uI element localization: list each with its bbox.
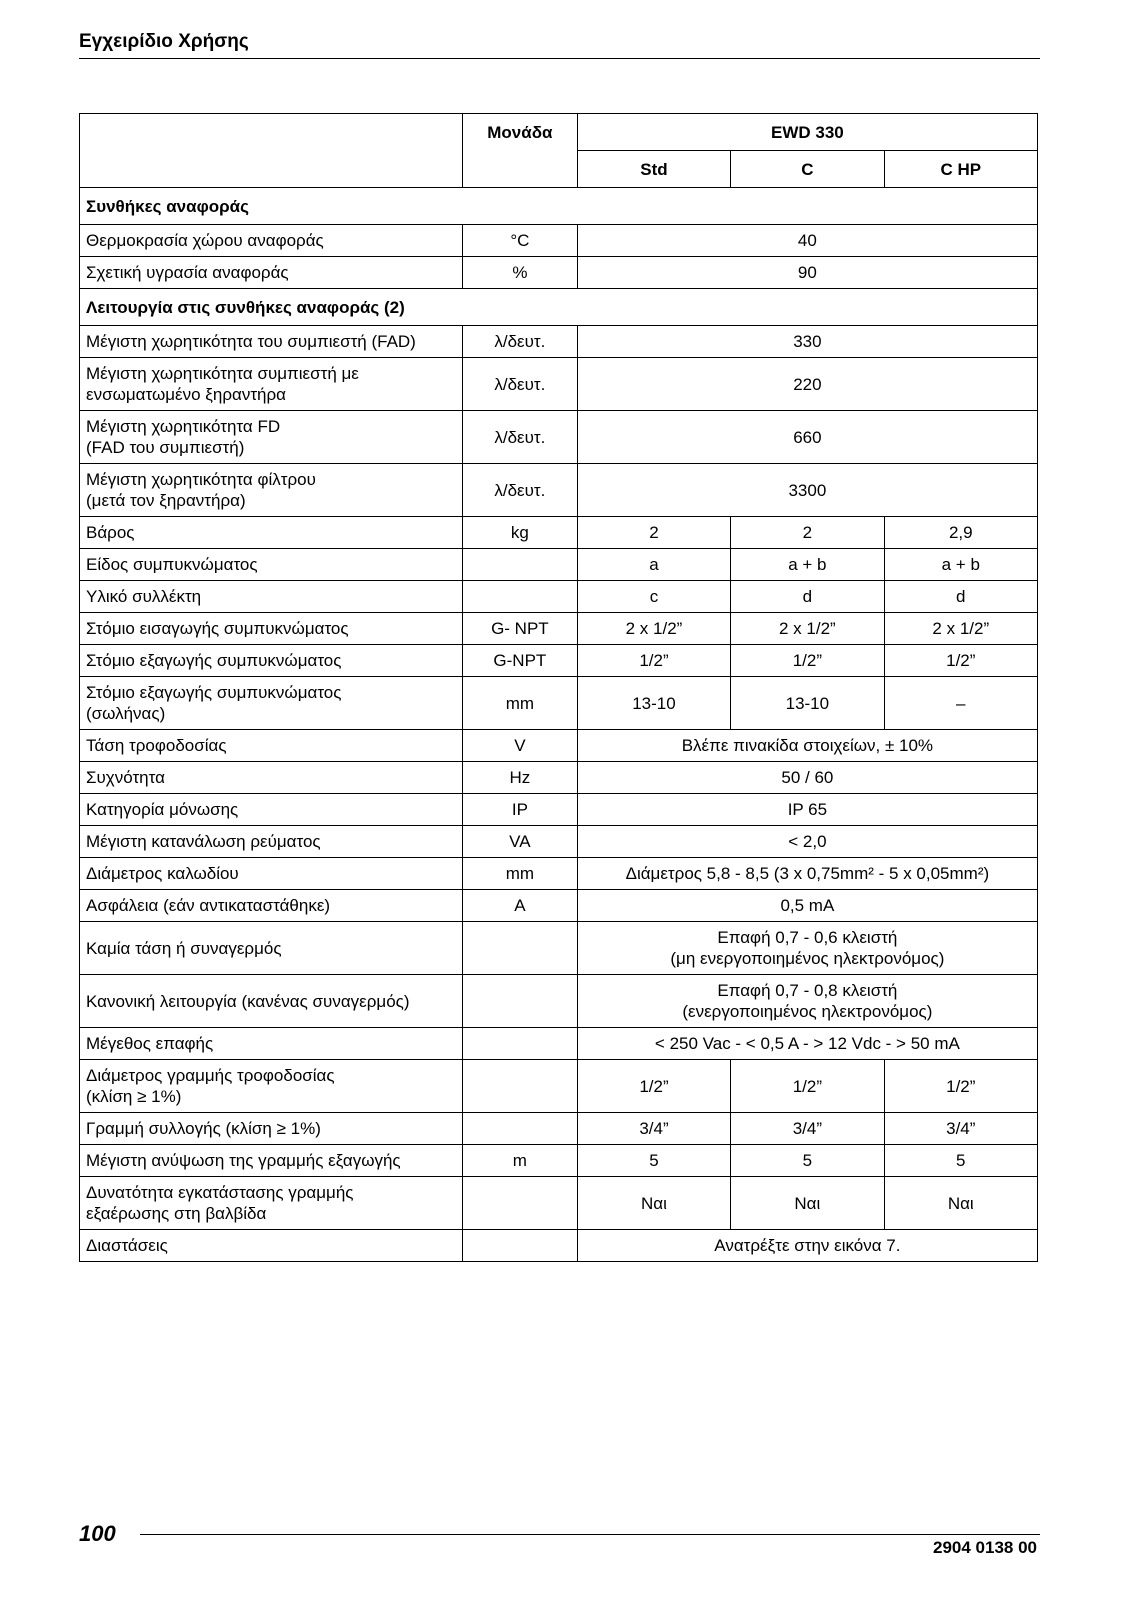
table-row: [80, 225, 1038, 257]
row-value-chp: 1/2”: [884, 1060, 1037, 1113]
table-row: [80, 677, 1038, 730]
row-value-c: 1/2”: [731, 1060, 884, 1113]
row-value-chp: 5: [884, 1145, 1037, 1177]
row-value: Βλέπε πινακίδα στοιχείων, ± 10%: [577, 730, 1037, 762]
row-value-std: Ναι: [577, 1177, 730, 1230]
row-value-chp: 1/2”: [884, 645, 1037, 677]
row-value-chp: 2 x 1/2”: [884, 613, 1037, 645]
table-row: [80, 613, 1038, 645]
row-unit: V: [462, 730, 577, 762]
unit-header: Μονάδα: [462, 114, 577, 188]
table-row: [80, 411, 1038, 464]
row-label: Μέγιστη κατανάλωση ρεύματος: [80, 826, 463, 858]
row-label: Μέγιστη χωρητικότητα φίλτρου (μετά τον ξηραντήρα): [80, 464, 463, 517]
document-code: 2904 0138 00: [933, 1538, 1037, 1557]
row-value-c: 1/2”: [731, 645, 884, 677]
row-label: Ασφάλεια (εάν αντικαταστάθηκε): [80, 890, 463, 922]
row-label: Μέγιστη χωρητικότητα FD (FAD του συμπιεστή): [80, 411, 463, 464]
row-unit: [462, 1028, 577, 1060]
row-value-chp: d: [884, 581, 1037, 613]
row-value-std: 13-10: [577, 677, 730, 730]
row-unit: G- NPT: [462, 613, 577, 645]
table-row: [80, 1060, 1038, 1113]
table-row: [80, 358, 1038, 411]
table-row: [80, 858, 1038, 890]
row-unit: λ/δευτ.: [462, 464, 577, 517]
footer-divider: [140, 1534, 1040, 1535]
section-row: [80, 188, 1038, 225]
row-value: Επαφή 0,7 - 0,8 κλειστή (ενεργοποιημένος ηλεκτρονόμος): [577, 975, 1037, 1028]
row-label: Βάρος: [80, 517, 463, 549]
row-value: 660: [577, 411, 1037, 464]
row-unit: VA: [462, 826, 577, 858]
row-value-c: 5: [731, 1145, 884, 1177]
row-value-c: 13-10: [731, 677, 884, 730]
section-row: [80, 289, 1038, 326]
row-label: Κατηγορία μόνωσης: [80, 794, 463, 826]
row-value-std: 1/2”: [577, 645, 730, 677]
row-label: Συχνότητα: [80, 762, 463, 794]
row-value-std: 2 x 1/2”: [577, 613, 730, 645]
row-value-std: 5: [577, 1145, 730, 1177]
variant-header-std: Std: [577, 151, 730, 188]
row-value-c: 2 x 1/2”: [731, 613, 884, 645]
row-value: IP 65: [577, 794, 1037, 826]
table-row: [80, 1230, 1038, 1262]
row-unit: mm: [462, 677, 577, 730]
row-label: Μέγεθος επαφής: [80, 1028, 463, 1060]
variant-header-chp: C HP: [884, 151, 1037, 188]
header-divider: [79, 58, 1040, 59]
row-value: Ανατρέξτε στην εικόνα 7.: [577, 1230, 1037, 1262]
row-label: Υλικό συλλέκτη: [80, 581, 463, 613]
row-label: Καμία τάση ή συναγερμός: [80, 922, 463, 975]
table-row: [80, 826, 1038, 858]
row-unit: [462, 581, 577, 613]
row-unit: Hz: [462, 762, 577, 794]
table-row: [80, 517, 1038, 549]
row-unit: λ/δευτ.: [462, 358, 577, 411]
row-value-c: d: [731, 581, 884, 613]
row-value-chp: 3/4”: [884, 1113, 1037, 1145]
row-unit: °C: [462, 225, 577, 257]
section-label: Συνθήκες αναφοράς: [80, 188, 1038, 225]
row-label: Δυνατότητα εγκατάστασης γραμμής εξαέρωσης στη βαλβίδα: [80, 1177, 463, 1230]
table-row: [80, 464, 1038, 517]
page-number: 100: [79, 1521, 116, 1546]
row-label: Μέγιστη ανύψωση της γραμμής εξαγωγής: [80, 1145, 463, 1177]
table-row: [80, 1177, 1038, 1230]
table-header-row: [80, 114, 1038, 151]
row-value-c: 2: [731, 517, 884, 549]
table-row: [80, 1145, 1038, 1177]
row-label: Θερμοκρασία χώρου αναφοράς: [80, 225, 463, 257]
row-label: Γραμμή συλλογής (κλίση ≥ 1%): [80, 1113, 463, 1145]
row-value: < 2,0: [577, 826, 1037, 858]
row-unit: mm: [462, 858, 577, 890]
row-unit: λ/δευτ.: [462, 326, 577, 358]
row-value-chp: 2,9: [884, 517, 1037, 549]
row-value: < 250 Vac - < 0,5 A - > 12 Vdc - > 50 mA: [577, 1028, 1037, 1060]
header-empty-cell: [80, 114, 463, 188]
row-unit: [462, 1113, 577, 1145]
row-label: Κανονική λειτουργία (κανένας συναγερμός): [80, 975, 463, 1028]
row-unit: G-NPT: [462, 645, 577, 677]
row-value-c: a + b: [731, 549, 884, 581]
table-row: [80, 549, 1038, 581]
row-label: Διάμετρος καλωδίου: [80, 858, 463, 890]
row-value: 0,5 mA: [577, 890, 1037, 922]
page-header-title: Εγχειρίδιο Χρήσης: [79, 31, 249, 52]
row-value-std: 1/2”: [577, 1060, 730, 1113]
row-unit: [462, 1177, 577, 1230]
row-value: 3300: [577, 464, 1037, 517]
row-label: Μέγιστη χωρητικότητα συμπιεστή με ενσωματωμένο ξηραντήρα: [80, 358, 463, 411]
row-value: 330: [577, 326, 1037, 358]
row-value-chp: a + b: [884, 549, 1037, 581]
row-unit: %: [462, 257, 577, 289]
row-unit: [462, 975, 577, 1028]
row-value: Διάμετρος 5,8 - 8,5 (3 x 0,75mm² - 5 x 0,05mm²): [577, 858, 1037, 890]
row-value-std: 3/4”: [577, 1113, 730, 1145]
row-value-c: Ναι: [731, 1177, 884, 1230]
row-unit: [462, 549, 577, 581]
row-value: 90: [577, 257, 1037, 289]
row-unit: [462, 1230, 577, 1262]
row-label: Μέγιστη χωρητικότητα του συμπιεστή (FAD): [80, 326, 463, 358]
row-unit: A: [462, 890, 577, 922]
row-label: Στόμιο εισαγωγής συμπυκνώματος: [80, 613, 463, 645]
section-label: Λειτουργία στις συνθήκες αναφοράς (2): [80, 289, 1038, 326]
table-row: [80, 1113, 1038, 1145]
row-unit: [462, 1060, 577, 1113]
row-unit: IP: [462, 794, 577, 826]
row-value-c: 3/4”: [731, 1113, 884, 1145]
row-unit: [462, 922, 577, 975]
row-label: Είδος συμπυκνώματος: [80, 549, 463, 581]
table-row: [80, 794, 1038, 826]
row-value-chp: –: [884, 677, 1037, 730]
row-label: Διάμετρος γραμμής τροφοδοσίας (κλίση ≥ 1%): [80, 1060, 463, 1113]
row-unit: λ/δευτ.: [462, 411, 577, 464]
table-row: [80, 257, 1038, 289]
row-value-std: 2: [577, 517, 730, 549]
row-label: Διαστάσεις: [80, 1230, 463, 1262]
row-value-chp: Ναι: [884, 1177, 1037, 1230]
row-unit: kg: [462, 517, 577, 549]
table-row: [80, 922, 1038, 975]
table-row: [80, 762, 1038, 794]
row-value: Επαφή 0,7 - 0,6 κλειστή (μη ενεργοποιημένος ηλεκτρονόμος): [577, 922, 1037, 975]
table-row: [80, 581, 1038, 613]
spec-table: [79, 113, 1038, 1262]
row-value: 40: [577, 225, 1037, 257]
row-unit: m: [462, 1145, 577, 1177]
row-value-std: a: [577, 549, 730, 581]
table-row: [80, 326, 1038, 358]
table-row: [80, 975, 1038, 1028]
row-label: Στόμιο εξαγωγής συμπυκνώματος: [80, 645, 463, 677]
table-row: [80, 1028, 1038, 1060]
row-value: 50 / 60: [577, 762, 1037, 794]
model-header: EWD 330: [577, 114, 1037, 151]
variant-header-c: C: [731, 151, 884, 188]
row-value-std: c: [577, 581, 730, 613]
row-label: Σχετική υγρασία αναφοράς: [80, 257, 463, 289]
row-label: Στόμιο εξαγωγής συμπυκνώματος (σωλήνας): [80, 677, 463, 730]
row-value: 220: [577, 358, 1037, 411]
row-label: Τάση τροφοδοσίας: [80, 730, 463, 762]
table-row: [80, 645, 1038, 677]
table-row: [80, 890, 1038, 922]
table-row: [80, 730, 1038, 762]
